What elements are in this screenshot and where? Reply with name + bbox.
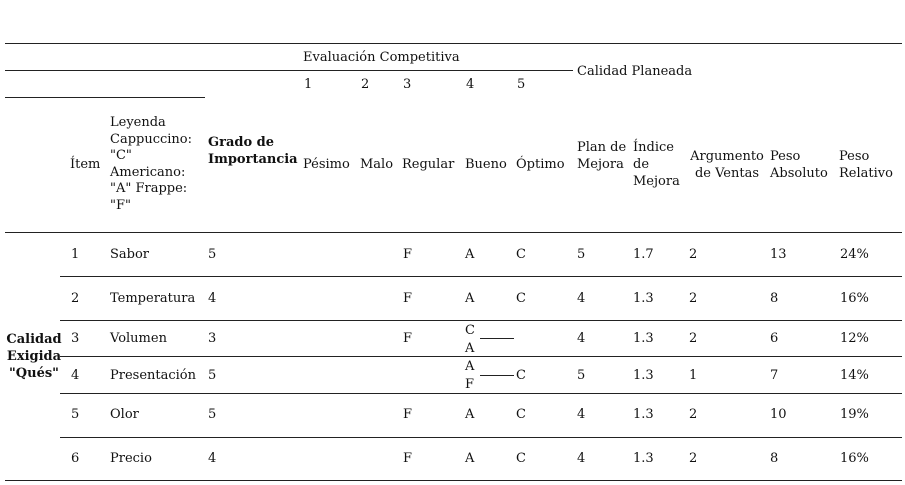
- index-column-header: Índice de Mejora: [633, 140, 680, 189]
- row3-index: 1.3: [633, 331, 654, 346]
- row4-abs: 7: [770, 368, 779, 383]
- row1-abs: 13: [770, 247, 787, 262]
- row3-rel: 12%: [840, 331, 869, 346]
- row1-optimo: C: [516, 247, 526, 262]
- row5-abs: 10: [770, 407, 787, 422]
- row1-bueno: A: [465, 247, 475, 262]
- legend-column-header: Leyenda Cappuccino: "C" Americano: "A" Frappe: "F": [110, 115, 193, 213]
- row1-index: 1.7: [633, 247, 654, 262]
- row2-plan: 4: [577, 291, 586, 306]
- row1-regular: F: [403, 247, 413, 262]
- row2-name: Temperatura: [110, 291, 196, 306]
- scale-label-malo: Malo: [360, 157, 394, 172]
- row1-argument: 2: [689, 247, 698, 262]
- row2-rel: 16%: [840, 291, 869, 306]
- row6-argument: 2: [689, 451, 698, 466]
- row2-argument: 2: [689, 291, 698, 306]
- row3-regular: F: [403, 331, 413, 346]
- scale-numbers-rule: [5, 97, 205, 98]
- row5-argument: 2: [689, 407, 698, 422]
- scale-number-4: 4: [466, 77, 475, 92]
- side-label: Calidad Exigida "Qués": [6, 332, 62, 381]
- row4-importance: 5: [208, 368, 217, 383]
- row6-name: Precio: [110, 451, 152, 466]
- connector-row4: [480, 375, 514, 376]
- scale-label-regular: Regular: [402, 157, 455, 172]
- row6-optimo: C: [516, 451, 526, 466]
- scale-label-bueno: Bueno: [465, 157, 507, 172]
- row2-regular: F: [403, 291, 413, 306]
- row-rule-5: [60, 437, 902, 438]
- connector-row3: [480, 338, 514, 339]
- row3-name: Volumen: [110, 331, 167, 346]
- row4-optimo: C: [516, 368, 526, 383]
- scale-number-3: 3: [403, 77, 412, 92]
- item-column-header: Ítem: [70, 157, 101, 172]
- row2-index: 1.3: [633, 291, 654, 306]
- argument-column-header: Argumento de Ventas: [690, 149, 764, 181]
- row6-plan: 4: [577, 451, 586, 466]
- row3-plan: 4: [577, 331, 586, 346]
- row3-importance: 3: [208, 331, 217, 346]
- row4-bueno-top: A: [465, 359, 475, 374]
- row5-regular: F: [403, 407, 413, 422]
- row3-bueno-top: C: [465, 323, 475, 338]
- row5-optimo: C: [516, 407, 526, 422]
- importance-column-header: Grado de Importancia: [208, 135, 298, 167]
- row5-importance: 5: [208, 407, 217, 422]
- competitive-rule-left: [5, 70, 573, 71]
- row-rule-4: [60, 393, 902, 394]
- scale-number-1: 1: [304, 77, 313, 92]
- row6-bueno: A: [465, 451, 475, 466]
- header-bottom-rule: [5, 232, 902, 233]
- rel-weight-column-header: Peso Relativo: [839, 149, 893, 181]
- row-rule-3: [60, 356, 902, 357]
- scale-label-pesimo: Pésimo: [303, 157, 350, 172]
- row5-item: 5: [71, 407, 80, 422]
- row2-importance: 4: [208, 291, 217, 306]
- row6-index: 1.3: [633, 451, 654, 466]
- row4-rel: 14%: [840, 368, 869, 383]
- row1-item: 1: [71, 247, 80, 262]
- row2-item: 2: [71, 291, 80, 306]
- row1-plan: 5: [577, 247, 586, 262]
- row4-item: 4: [71, 368, 80, 383]
- row3-bueno-bottom: A: [465, 341, 475, 356]
- row-rule-1: [60, 276, 902, 277]
- row1-name: Sabor: [110, 247, 150, 262]
- row5-plan: 4: [577, 407, 586, 422]
- abs-weight-column-header: Peso Absoluto: [770, 149, 828, 181]
- row4-plan: 5: [577, 368, 586, 383]
- row2-abs: 8: [770, 291, 779, 306]
- row6-rel: 16%: [840, 451, 869, 466]
- row4-bueno-bottom: F: [465, 377, 475, 392]
- row1-importance: 5: [208, 247, 217, 262]
- planned-quality-title: Calidad Planeada: [577, 64, 693, 79]
- row3-abs: 6: [770, 331, 779, 346]
- row4-index: 1.3: [633, 368, 654, 383]
- row2-bueno: A: [465, 291, 475, 306]
- row2-optimo: C: [516, 291, 526, 306]
- row-rule-2: [60, 320, 902, 321]
- plan-column-header: Plan de Mejora: [577, 140, 627, 172]
- row1-rel: 24%: [840, 247, 869, 262]
- row5-bueno: A: [465, 407, 475, 422]
- row6-importance: 4: [208, 451, 217, 466]
- bottom-rule: [5, 480, 902, 481]
- row4-name: Presentación: [110, 368, 197, 383]
- row5-index: 1.3: [633, 407, 654, 422]
- top-rule: [5, 43, 902, 44]
- scale-number-5: 5: [517, 77, 526, 92]
- row5-name: Olor: [110, 407, 139, 422]
- row3-argument: 2: [689, 331, 698, 346]
- row6-abs: 8: [770, 451, 779, 466]
- row3-item: 3: [71, 331, 80, 346]
- row4-argument: 1: [689, 368, 698, 383]
- competitive-evaluation-title: Evaluación Competitiva: [303, 50, 460, 65]
- row6-regular: F: [403, 451, 413, 466]
- row5-rel: 19%: [840, 407, 869, 422]
- row6-item: 6: [71, 451, 80, 466]
- scale-label-optimo: Óptimo: [516, 157, 565, 172]
- scale-number-2: 2: [361, 77, 370, 92]
